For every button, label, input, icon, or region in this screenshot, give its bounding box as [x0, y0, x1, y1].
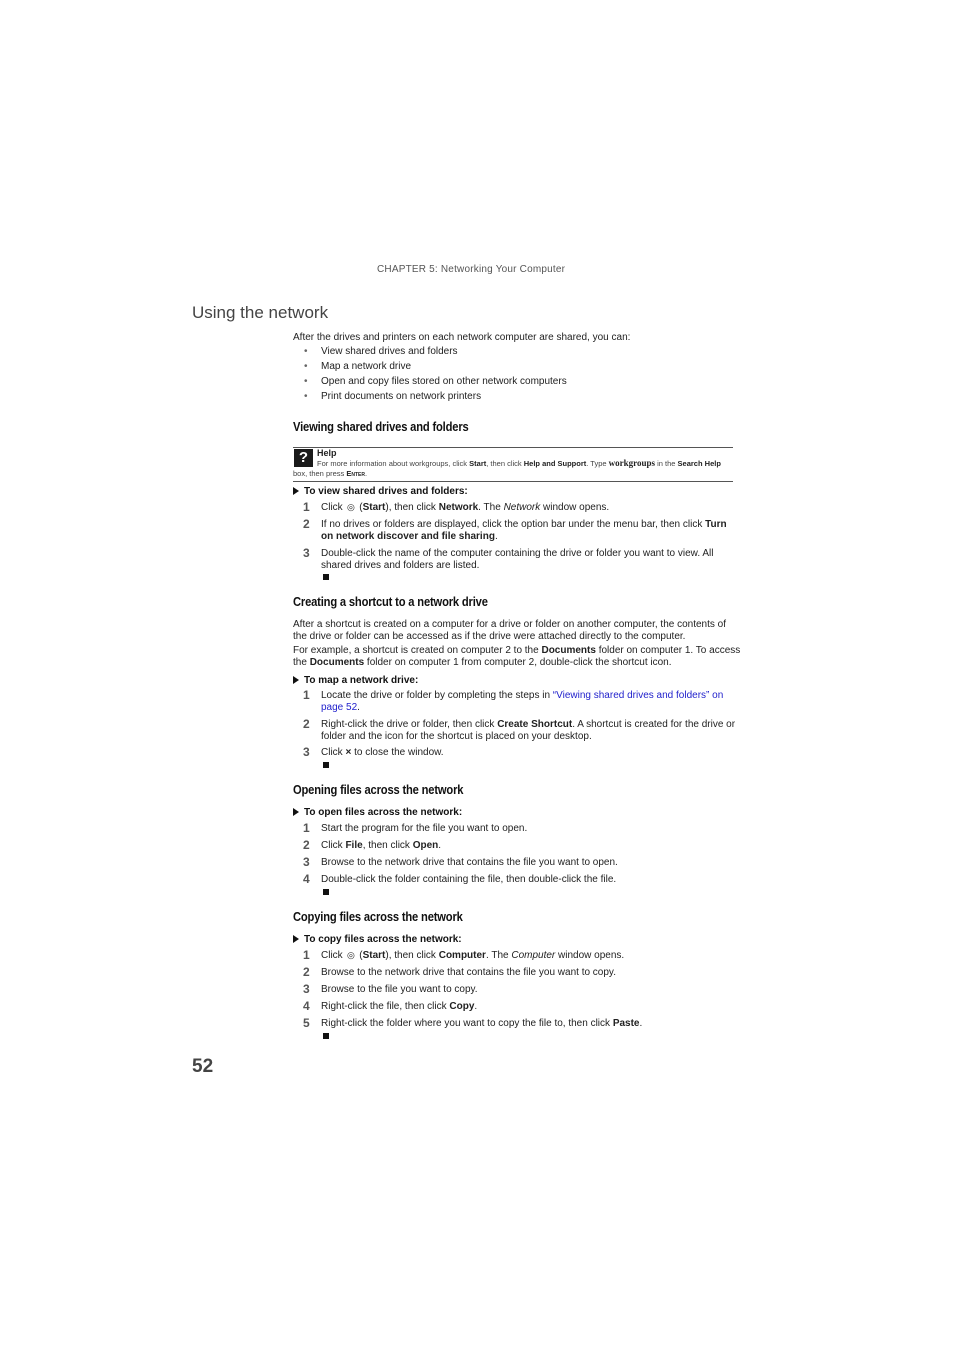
- heading-copying: Copying files across the network: [293, 909, 463, 924]
- list-item: • Open and copy files stored on other network computers: [293, 374, 733, 389]
- capabilities-list: [293, 344, 733, 404]
- intro-paragraph: After the drives and printers on each network computer are shared, you can:: [293, 332, 631, 343]
- shortcut-paragraph-2: For example, a shortcut is created on computer 2 to the Documents folder on computer 1. To access the Documents folder on computer 1 from computer 2, double-click the shortcut icon.: [293, 645, 741, 668]
- help-title: Help: [317, 448, 337, 458]
- arrow-right-icon: [293, 808, 299, 816]
- end-of-procedure-icon: [323, 574, 329, 580]
- arrow-right-icon: [293, 935, 299, 943]
- cross-reference-link[interactable]: “Viewing shared drives and folders” on page 52: [321, 690, 724, 713]
- start-orb-icon: ◎: [347, 950, 355, 960]
- help-bottom-rule: [293, 481, 733, 482]
- procedure-open-heading: To open files across the network:: [293, 807, 462, 818]
- end-of-procedure-icon: [323, 889, 329, 895]
- end-of-procedure-icon: [323, 1033, 329, 1039]
- heading-shortcut: Creating a shortcut to a network drive: [293, 594, 488, 609]
- heading-viewing: Viewing shared drives and folders: [293, 419, 469, 434]
- list-item: • View shared drives and folders: [293, 344, 733, 359]
- help-text: For more information about workgroups, click Start, then click Help and Support. Type workgroups in the Search Help box, then press Enter.: [293, 458, 721, 478]
- heading-opening: Opening files across the network: [293, 782, 464, 797]
- list-item: • Print documents on network printers: [293, 389, 733, 404]
- close-x-icon: ×: [345, 747, 352, 758]
- procedure-view-heading: To view shared drives and folders:: [293, 486, 468, 497]
- help-question-icon: ?: [294, 449, 313, 467]
- shortcut-paragraph-1: After a shortcut is created on a computer for a drive or folder on another computer, the contents of the drive or folder can be accessed as if the drive were attached directly to the computer.: [293, 619, 727, 642]
- procedure-copy-heading: To copy files across the network:: [293, 934, 462, 945]
- section-title: Using the network: [192, 303, 329, 322]
- start-orb-icon: ◎: [347, 502, 355, 512]
- arrow-right-icon: [293, 487, 299, 495]
- end-of-procedure-icon: [323, 762, 329, 768]
- list-item: • Map a network drive: [293, 359, 733, 374]
- help-top-rule: [293, 447, 733, 448]
- chapter-header: CHAPTER 5: Networking Your Computer: [377, 264, 566, 275]
- procedure-map-heading: To map a network drive:: [293, 675, 418, 686]
- page-number: 52: [192, 1056, 214, 1077]
- arrow-right-icon: [293, 676, 299, 684]
